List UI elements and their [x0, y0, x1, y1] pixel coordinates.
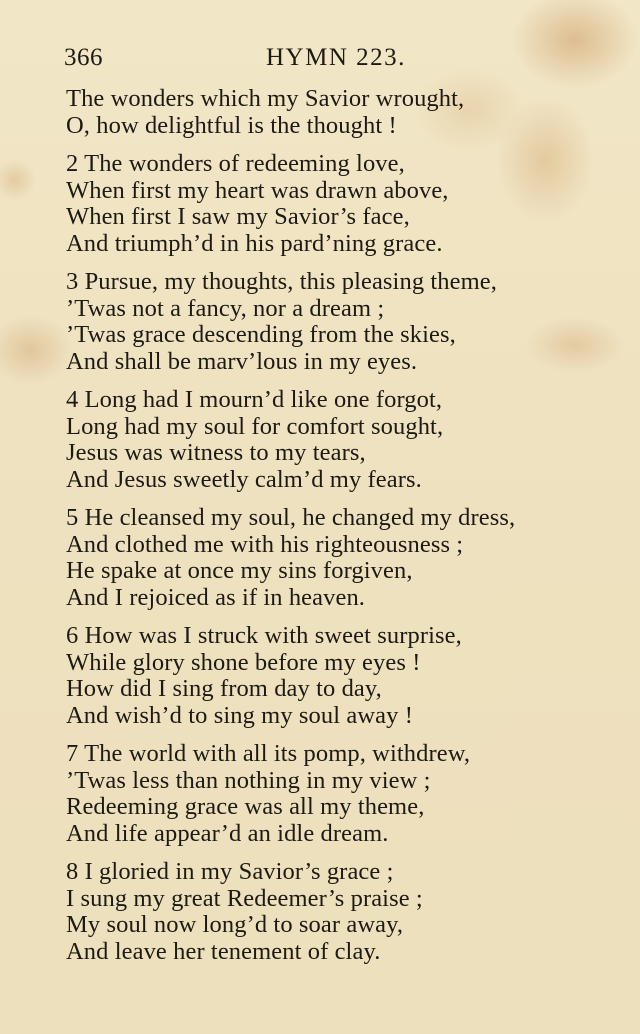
verse-line: 2 The wonders of redeeming love, — [66, 150, 405, 177]
verse-line: ’Twas grace descending from the skies, — [66, 321, 456, 348]
verse-line: The wonders which my Savior wrought, — [66, 85, 465, 112]
stanza-3 — [66, 269, 632, 375]
verse-line: And triumph’d in his pard’ning grace. — [66, 229, 443, 257]
verse-line: O, how delightful is the thought ! — [66, 111, 397, 139]
stanza-8 — [66, 859, 632, 965]
verse-line: 8 I gloried in my Savior’s grace ; — [66, 858, 394, 885]
verse-line: ’Twas not a fancy, nor a dream ; — [66, 294, 385, 322]
verse-line: And Jesus sweetly calm’d my fears. — [66, 465, 422, 493]
verse-line: My soul now long’d to soar away, — [66, 911, 404, 938]
stanza-4 — [66, 387, 632, 493]
stanza-7 — [66, 741, 632, 847]
verse-line: 6 How was I struck with sweet surprise, — [66, 622, 462, 649]
verse-line: How did I sing from day to day, — [66, 675, 382, 702]
verse-line: While glory shone before my eyes ! — [66, 648, 421, 676]
verse-line: Long had my soul for comfort sought, — [66, 412, 444, 440]
verse-line: 5 He cleansed my soul, he changed my dress, — [66, 504, 516, 531]
hymn-title: HYMN 223. — [266, 44, 406, 71]
verse-line: Jesus was witness to my tears, — [66, 439, 366, 466]
verse-line: 7 The world with all its pomp, withdrew, — [66, 740, 471, 767]
page-number: 366 — [64, 44, 103, 71]
verse-line: And leave her tenement of clay. — [66, 937, 381, 965]
page-header — [64, 44, 584, 78]
verse-line: I sung my great Redeemer’s praise ; — [66, 884, 423, 912]
verse-line: Redeeming grace was all my theme, — [66, 793, 425, 820]
stanza-5 — [66, 505, 632, 611]
stanza-continuation — [66, 86, 632, 139]
verse-line: 4 Long had I mourn’d like one forgot, — [66, 386, 443, 413]
verse-line: And clothed me with his righteousness ; — [66, 530, 464, 558]
verse-line: When first I saw my Savior’s face, — [66, 203, 410, 230]
verse-line: And shall be marv’lous in my eyes. — [66, 347, 418, 375]
verse-line: And I rejoiced as if in heaven. — [66, 583, 366, 611]
verse-line: And wish’d to sing my soul away ! — [66, 701, 413, 729]
stanza-2 — [66, 151, 632, 257]
verse-line: ’Twas less than nothing in my view ; — [66, 766, 431, 794]
verse-line: When first my heart was drawn above, — [66, 176, 449, 204]
verse-line: And life appear’d an idle dream. — [66, 819, 389, 847]
verse-line: 3 Pursue, my thoughts, this pleasing theme, — [66, 268, 497, 295]
stanza-6 — [66, 623, 632, 729]
verse-line: He spake at once my sins forgiven, — [66, 557, 413, 584]
hymn-text — [66, 86, 632, 977]
